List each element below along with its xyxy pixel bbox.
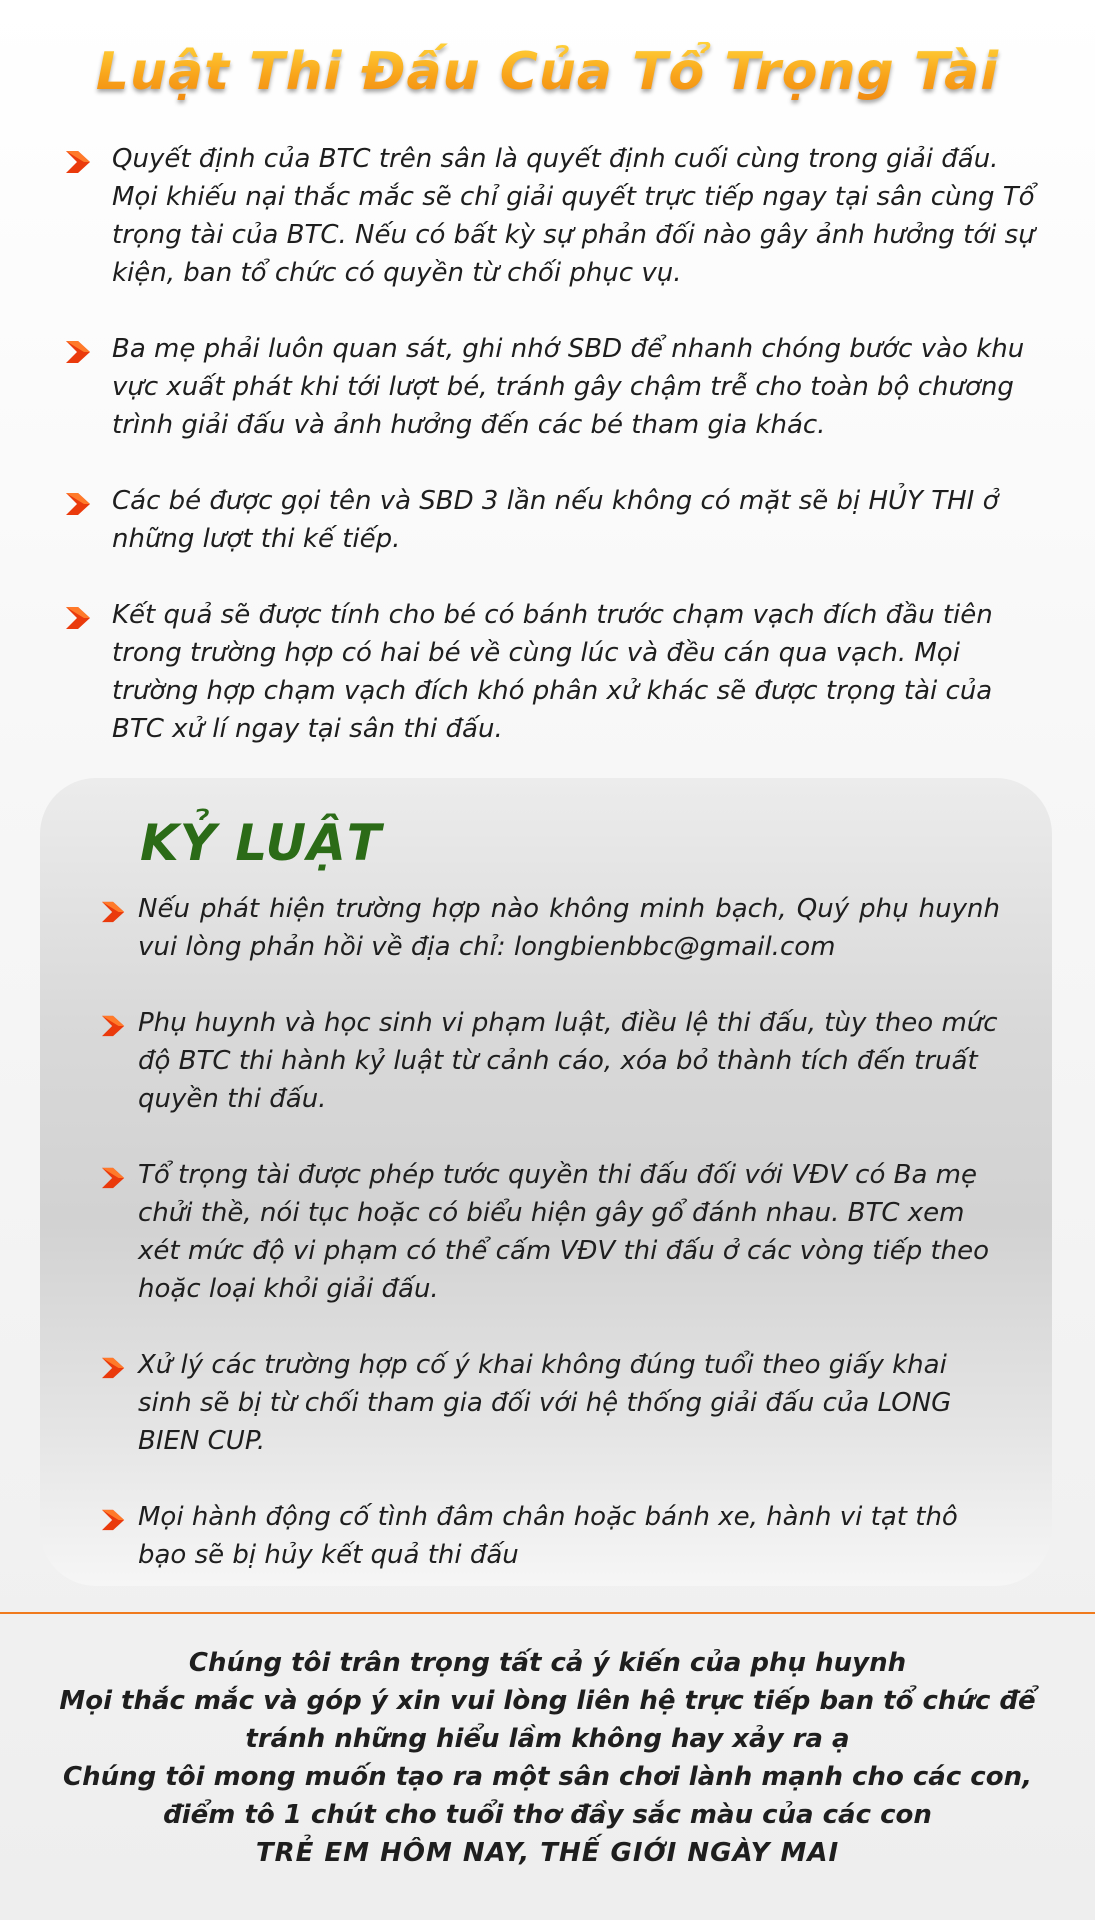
- discipline-text: Tổ trọng tài được phép tước quyền thi đấu đối với VĐV có Ba mẹ chửi thề, nói tục hoặc có biểu hiện gây gổ đánh nhau. BTC xem xét mức độ vi phạm có thể cấm VĐV thi đấu ở các vòng tiếp theo hoặc loại khỏi giải đấu.: [138, 1160, 990, 1304]
- discipline-item: [100, 890, 1000, 966]
- discipline-text: Xử lý các trường hợp cố ý khai không đúng tuổi theo giấy khai sinh sẽ bị từ chối tham gia đối với hệ thống giải đấu của LONG BIEN CUP.: [138, 1350, 952, 1456]
- discipline-item: [100, 1004, 1000, 1118]
- footer: [0, 1644, 1095, 1872]
- discipline-text: Mọi hành động cố tình đâm chân hoặc bánh xe, hành vi tạt thô bạo sẽ bị hủy kết quả thi đấu: [138, 1502, 958, 1570]
- rule-item: [64, 140, 1044, 292]
- footer-line: Mọi thắc mắc và góp ý xin vui lòng liên hệ trực tiếp ban tổ chức để: [59, 1686, 1036, 1716]
- footer-line: điểm tô 1 chút cho tuổi thơ đầy sắc màu của các con: [163, 1800, 932, 1830]
- chevron-right-icon: [100, 1014, 128, 1038]
- discipline-list: [100, 890, 1000, 1612]
- discipline-title: KỶ LUẬT: [140, 814, 382, 872]
- chevron-right-icon: [64, 339, 94, 365]
- chevron-right-icon: [64, 605, 94, 631]
- footer-line: Chúng tôi trân trọng tất cả ý kiến của phụ huynh: [188, 1648, 907, 1678]
- divider: [0, 1612, 1095, 1614]
- rule-item: [64, 482, 1044, 558]
- chevron-right-icon: [100, 1508, 128, 1532]
- chevron-right-icon: [64, 149, 94, 175]
- rule-item: [64, 596, 1044, 748]
- rule-item: [64, 330, 1044, 444]
- chevron-right-icon: [100, 1356, 128, 1380]
- rule-text: Các bé được gọi tên và SBD 3 lần nếu không có mặt sẽ bị HỦY THI ở những lượt thi kế tiếp.: [112, 486, 999, 554]
- discipline-text: Phụ huynh và học sinh vi phạm luật, điều lệ thi đấu, tùy theo mức độ BTC thi hành kỷ luật từ cảnh cáo, xóa bỏ thành tích đến truất quyền thi đấu.: [138, 1008, 998, 1114]
- discipline-panel: [40, 778, 1052, 1586]
- discipline-item: [100, 1498, 1000, 1574]
- discipline-text: Nếu phát hiện trường hợp nào không minh bạch, Quý phụ huynh vui lòng phản hồi về địa chỉ: longbienbbc@gmail.com: [138, 894, 1000, 962]
- footer-line: tránh những hiểu lầm không hay xảy ra ạ: [245, 1724, 850, 1754]
- footer-line: Chúng tôi mong muốn tạo ra một sân chơi lành mạnh cho các con,: [63, 1762, 1032, 1792]
- chevron-right-icon: [100, 900, 128, 924]
- rule-text: Quyết định của BTC trên sân là quyết định cuối cùng trong giải đấu. Mọi khiếu nại thắc mắc sẽ chỉ giải quyết trực tiếp ngay tại sân cùng Tổ trọng tài của BTC. Nếu có bất kỳ sự phản đối nào gây ảnh hưởng tới sự kiện, ban tổ chức có quyền từ chối phục vụ.: [112, 144, 1035, 288]
- rule-text: Ba mẹ phải luôn quan sát, ghi nhớ SBD để nhanh chóng bước vào khu vực xuất phát khi tới lượt bé, tránh gây chậm trễ cho toàn bộ chương trình giải đấu và ảnh hưởng đến các bé tham gia khác.: [112, 334, 1025, 440]
- chevron-right-icon: [64, 491, 94, 517]
- rules-list: [64, 140, 1044, 786]
- page-title: Luật Thi Đấu Của Tổ Trọng Tài: [0, 42, 1095, 102]
- footer-slogan: TRẺ EM HÔM NAY, THẾ GIỚI NGÀY MAI: [255, 1838, 840, 1868]
- discipline-item: [100, 1346, 1000, 1460]
- discipline-item: [100, 1156, 1000, 1308]
- rule-text: Kết quả sẽ được tính cho bé có bánh trước chạm vạch đích đầu tiên trong trường hợp có hai bé về cùng lúc và đều cán qua vạch. Mọi trường hợp chạm vạch đích khó phân xử khác sẽ được trọng tài của BTC xử lí ngay tại sân thi đấu.: [112, 600, 993, 744]
- chevron-right-icon: [100, 1166, 128, 1190]
